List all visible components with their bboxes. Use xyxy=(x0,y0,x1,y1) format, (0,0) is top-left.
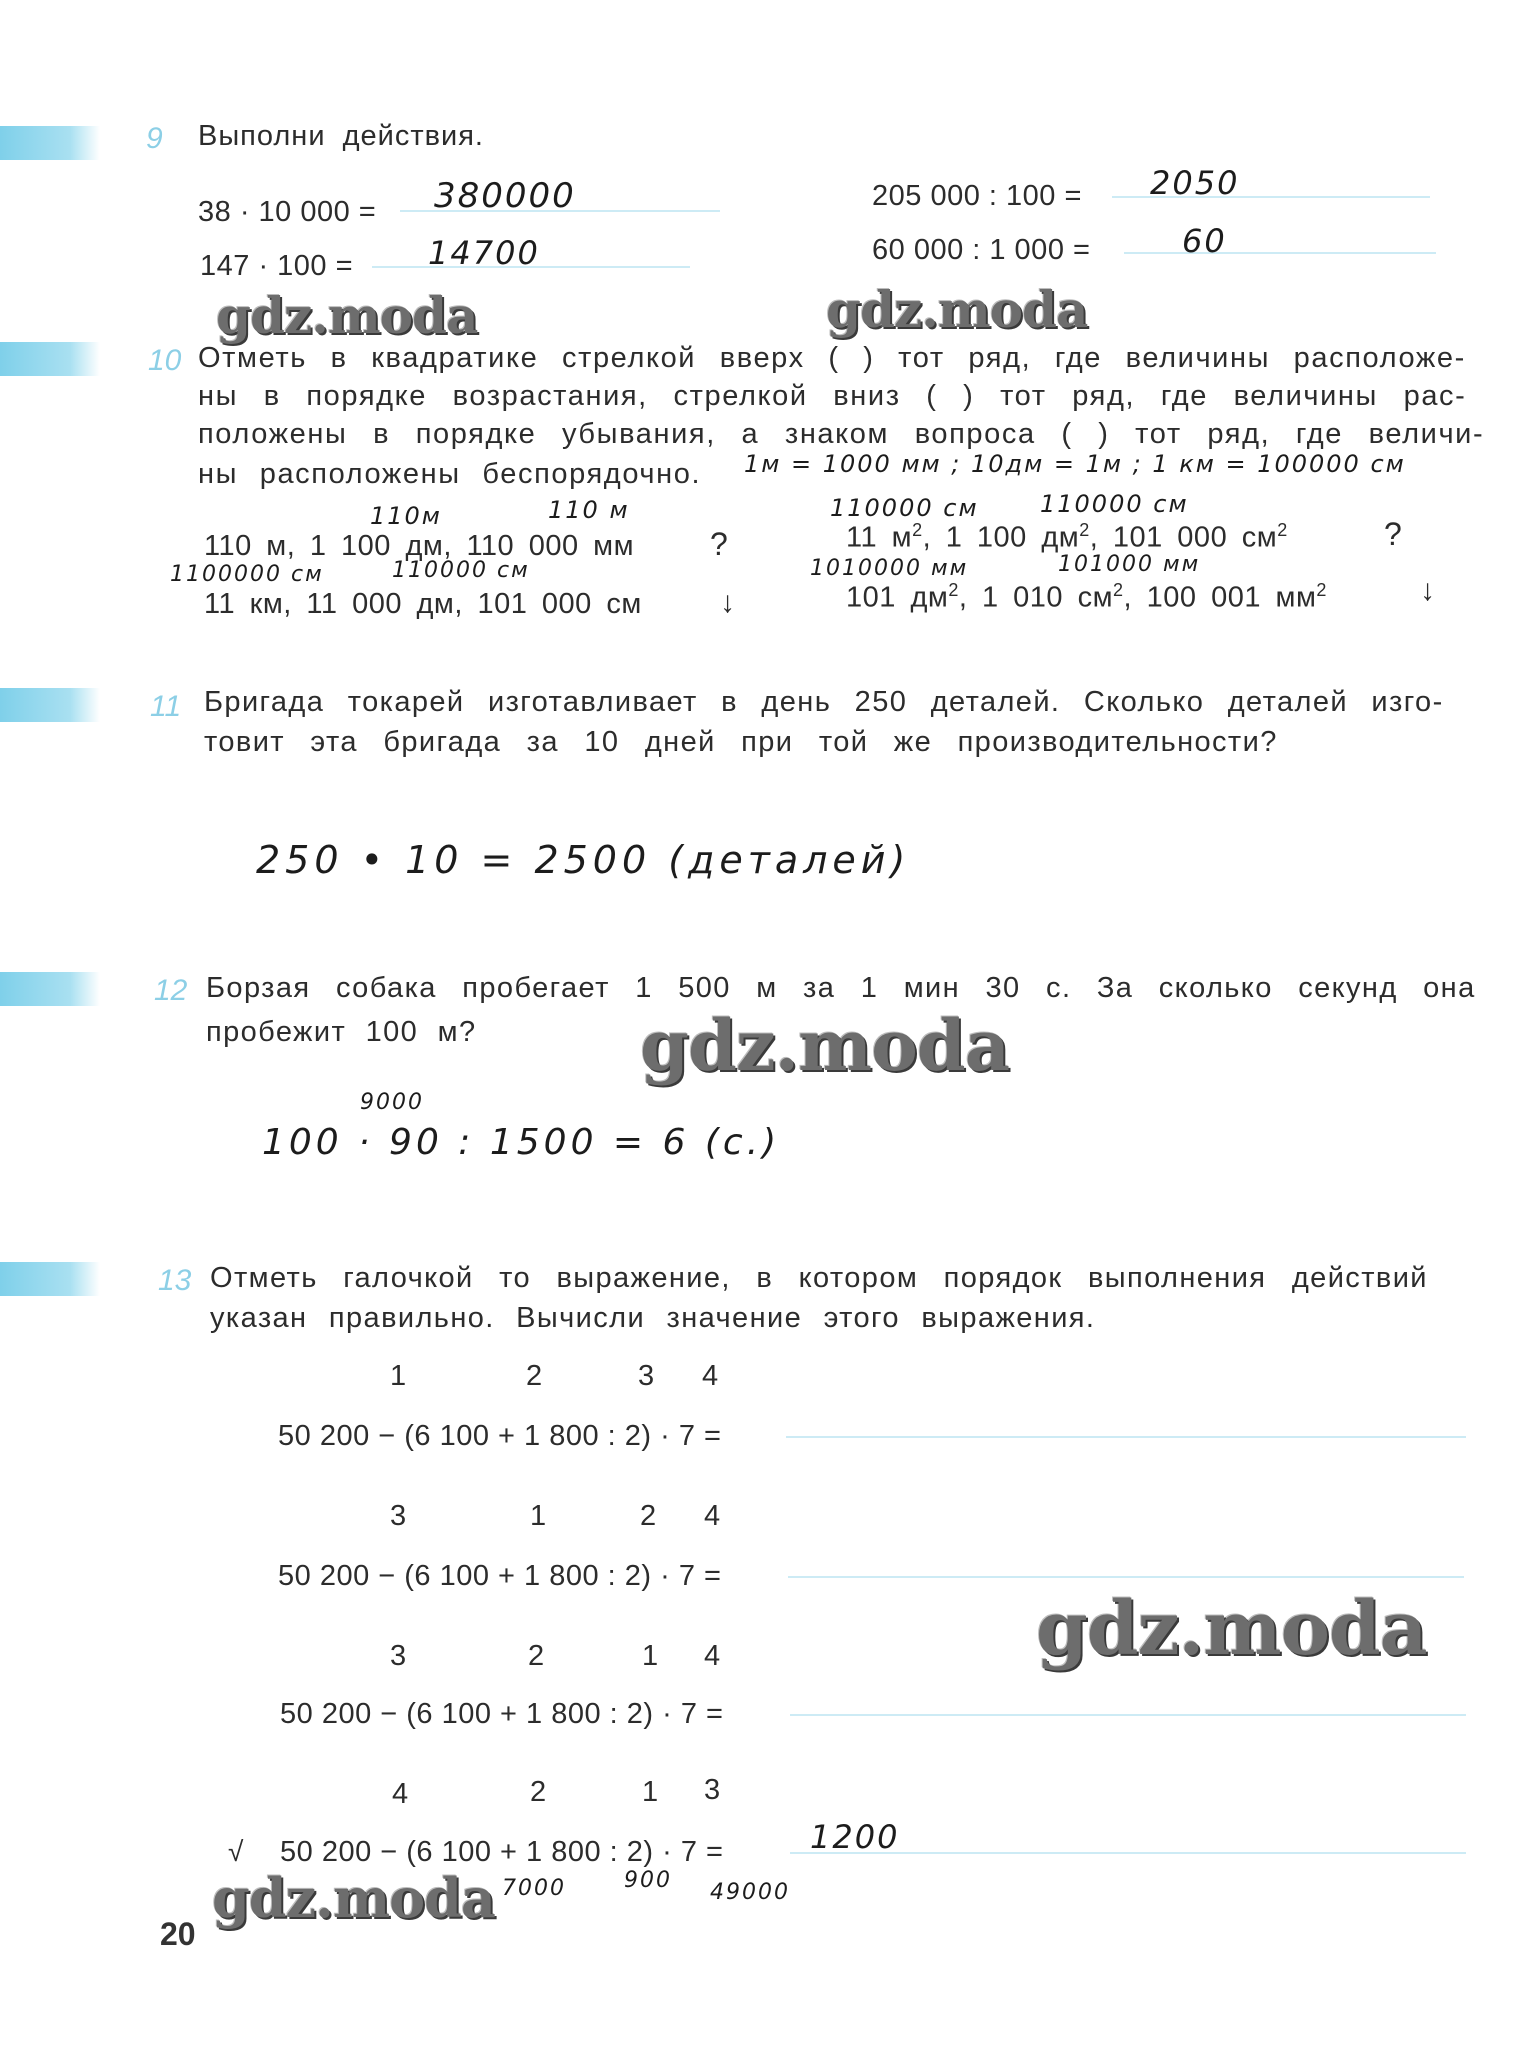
task10-right-row2-hand-b: 101000 мм xyxy=(1058,552,1201,577)
task10-left-row2-hand-a: 1100000 см xyxy=(170,562,324,587)
task11-answer: 250 • 10 = 2500 (деталей) xyxy=(256,838,911,882)
task13-v2-order-2: 1 xyxy=(530,1500,547,1532)
task11-line-1: Бригада токарей изготавливает в день 250 деталей. Сколько деталей изго- xyxy=(204,686,1444,718)
task12-line-1: Борзая собака пробегает 1 500 м за 1 мин 30 с. За сколько секунд она xyxy=(206,972,1476,1004)
task13-v1-rule xyxy=(786,1436,1466,1438)
task9-answer-4: 60 xyxy=(1182,222,1227,260)
task12-marker xyxy=(0,972,100,1006)
task10-right-row1: 11 $м^2$, 1 100 $дм^2$, 101 000 $см^2$ xyxy=(846,520,1288,554)
task13-v2-order-1: 3 xyxy=(390,1500,407,1532)
task13-v3-expression: 50 200 − (6 100 + 1 800 : 2) · 7 = xyxy=(280,1698,724,1730)
task10-right-row1-hand-b: 110000 см xyxy=(1040,490,1189,518)
task13-step-3: 49000 xyxy=(710,1880,790,1905)
task9-marker xyxy=(0,126,100,160)
task13-v4-order-3: 1 xyxy=(642,1776,659,1808)
task10-right-row1-hand-a: 110000 см xyxy=(830,494,979,522)
task12-number: 12 xyxy=(154,974,188,1007)
task13-v4-expression: 50 200 − (6 100 + 1 800 : 2) · 7 = xyxy=(280,1836,724,1868)
task13-line-1: Отметь галочкой то выражение, в котором порядок выполнения действий xyxy=(210,1262,1428,1294)
task11-marker xyxy=(0,688,100,722)
task10-marker xyxy=(0,342,100,376)
task13-v1-order-4: 4 xyxy=(702,1360,719,1392)
task9-expr-4: 60 000 : 1 000 = xyxy=(872,234,1091,266)
task13-v4-order-4: 3 xyxy=(704,1774,721,1806)
task13-answer: 1200 xyxy=(810,1818,900,1856)
task13-v4-order-1: 4 xyxy=(392,1778,409,1810)
task13-number: 13 xyxy=(158,1264,192,1297)
task10-line-4: ны расположены беспорядочно. xyxy=(198,458,702,490)
task13-v4-order-2: 2 xyxy=(530,1776,547,1808)
task9-expr-1: 38 · 10 000 = xyxy=(198,196,377,228)
page-number: 20 xyxy=(160,1916,196,1952)
watermark-5: gdz.moda xyxy=(212,1866,495,1930)
task13-v1-order-2: 2 xyxy=(526,1360,543,1392)
task10-right-row2-hand-a: 1010000 мм xyxy=(810,556,969,581)
task12-answer: 100 · 90 : 1500 = 6 (с.) xyxy=(262,1122,781,1163)
task13-v2-rule xyxy=(788,1576,1464,1578)
task10-left-row2: 11 км, 11 000 дм, 101 000 см xyxy=(204,588,642,620)
task9-answer-3: 2050 xyxy=(1150,164,1240,202)
task13-v3-order-4: 4 xyxy=(704,1640,721,1672)
task13-v1-order-3: 3 xyxy=(638,1360,655,1392)
task13-v1-expression: 50 200 − (6 100 + 1 800 : 2) · 7 = xyxy=(278,1420,722,1452)
task13-line-2: указан правильно. Вычисли значение этого выражения. xyxy=(210,1302,1096,1334)
task13-v2-order-4: 4 xyxy=(704,1500,721,1532)
watermark-4: gdz.moda xyxy=(1036,1586,1427,1672)
task12-line-2: пробежит 100 м? xyxy=(206,1016,477,1048)
task9-rule-4 xyxy=(1124,252,1436,254)
task11-line-2: товит эта бригада за 10 дней при той же производительности? xyxy=(204,726,1278,758)
task13-marker xyxy=(0,1262,100,1296)
task9-number: 9 xyxy=(146,122,163,155)
task9-answer-1: 380000 xyxy=(434,176,576,216)
task10-left-row2-mark: ↓ xyxy=(720,586,736,619)
task10-right-row2-mark: ↓ xyxy=(1420,574,1436,607)
task13-step-1: 7000 xyxy=(502,1876,566,1901)
task12-hand-top: 9000 xyxy=(360,1090,424,1115)
task10-line-1: Отметь в квадратике стрелкой вверх ( ) тот ряд, где величины расположе- xyxy=(198,342,1466,374)
task13-checkmark: √ xyxy=(228,1836,244,1867)
task11-number: 11 xyxy=(150,690,182,723)
task13-v2-expression: 50 200 − (6 100 + 1 800 : 2) · 7 = xyxy=(278,1560,722,1592)
task10-left-row1-hand-a: 110м xyxy=(370,502,442,530)
task10-number: 10 xyxy=(148,344,182,377)
task9-expr-3: 205 000 : 100 = xyxy=(872,180,1082,212)
task10-left-row2-hand-b: 110000 см xyxy=(392,558,530,583)
task13-v1-order-1: 1 xyxy=(390,1360,407,1392)
task13-v3-rule xyxy=(790,1714,1466,1716)
task10-left-row1: 110 м, 1 100 дм, 110 000 мм xyxy=(204,530,635,562)
task10-left-row1-hand-b: 110 м xyxy=(548,496,630,524)
task10-right-row2: 101 $дм^2$, 1 010 $см^2$, 100 001 $мм^2$ xyxy=(846,580,1327,614)
task10-note: 1м = 1000 мм ; 10дм = 1м ; 1 км = 100000 см xyxy=(744,450,1406,478)
task10-right-row1-mark: ? xyxy=(1384,516,1403,552)
task13-step-2: 900 xyxy=(624,1868,672,1893)
task13-v2-order-3: 2 xyxy=(640,1500,657,1532)
watermark-3: gdz.moda xyxy=(640,1004,1010,1087)
task10-line-3: положены в порядке убывания, а знаком вопроса ( ) тот ряд, где величи- xyxy=(198,418,1485,450)
task10-line-2: ны в порядке возрастания, стрелкой вниз ( ) тот ряд, где величины рас- xyxy=(198,380,1467,412)
task13-v3-order-1: 3 xyxy=(390,1640,407,1672)
task9-expr-2: 147 · 100 = xyxy=(200,250,354,282)
task10-left-row1-mark: ? xyxy=(710,526,729,562)
task13-v3-order-3: 1 xyxy=(642,1640,659,1672)
task9-title: Выполни действия. xyxy=(198,120,484,152)
task9-answer-2: 14700 xyxy=(428,234,540,272)
watermark-2: gdz.moda xyxy=(826,280,1088,339)
watermark-1: gdz.moda xyxy=(216,286,478,345)
task13-v3-order-2: 2 xyxy=(528,1640,545,1672)
